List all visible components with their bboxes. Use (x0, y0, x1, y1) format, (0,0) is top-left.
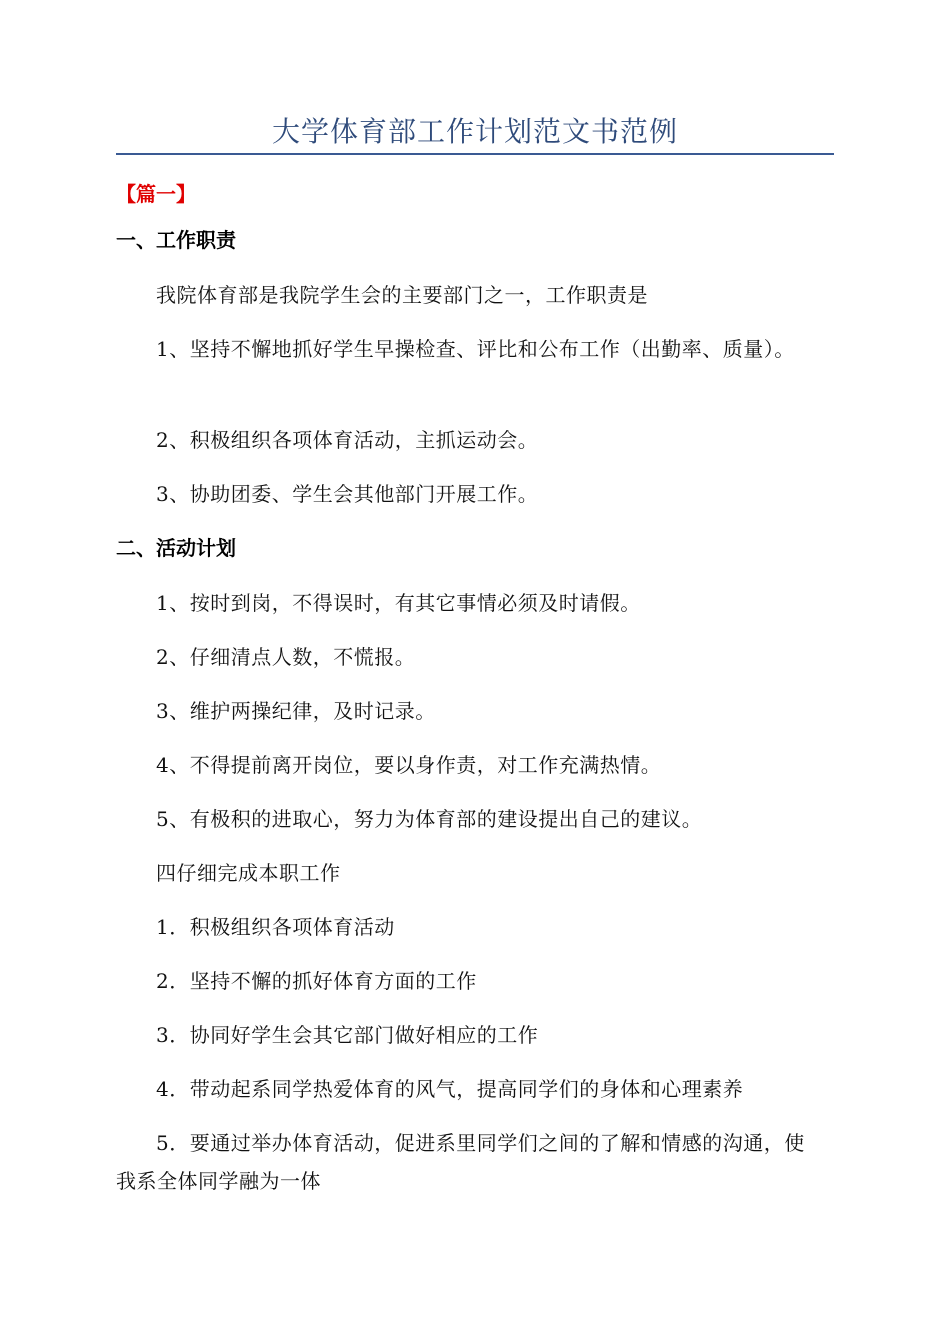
paragraph: 3、协助团委、学生会其他部门开展工作。 (156, 482, 539, 506)
paragraph: 四仔细完成本职工作 (156, 861, 341, 885)
section-heading-activity-plan: 二、活动计划 (116, 536, 236, 560)
paragraph: 4．带动起系同学热爱体育的风气，提高同学们的身体和心理素养 (156, 1077, 744, 1101)
section-heading-duties: 一、工作职责 (116, 228, 236, 252)
paragraph: 1、按时到岗，不得误时，有其它事情必须及时请假。 (156, 591, 641, 615)
paragraph: 2、积极组织各项体育活动，主抓运动会。 (156, 428, 539, 452)
paragraph: 我院体育部是我院学生会的主要部门之一，工作职责是 (156, 283, 648, 307)
paragraph: 5、有极积的进取心，努力为体育部的建设提出自己的建议。 (156, 807, 703, 831)
paragraph: 2、仔细清点人数，不慌报。 (156, 645, 416, 669)
paragraph: 4、不得提前离开岗位，要以身作责，对工作充满热情。 (156, 753, 662, 777)
document-title: 大学体育部工作计划范文书范例 (271, 115, 678, 148)
paragraph: 5．要通过举办体育活动，促进系里同学们之间的了解和情感的沟通，使我系全体同学融为一体 (116, 1131, 805, 1193)
paragraph: 3、维护两操纪律，及时记录。 (156, 699, 436, 723)
paragraph: 1．积极组织各项体育活动 (156, 915, 395, 939)
part-label: 【篇一】 (116, 182, 196, 206)
paragraph: 1、坚持不懈地抓好学生早操检查、评比和公布工作（出勤率、质量）。 (156, 337, 795, 361)
title-underline (116, 153, 834, 155)
paragraph: 2．坚持不懈的抓好体育方面的工作 (156, 969, 477, 993)
paragraph: 3．协同好学生会其它部门做好相应的工作 (156, 1023, 539, 1047)
